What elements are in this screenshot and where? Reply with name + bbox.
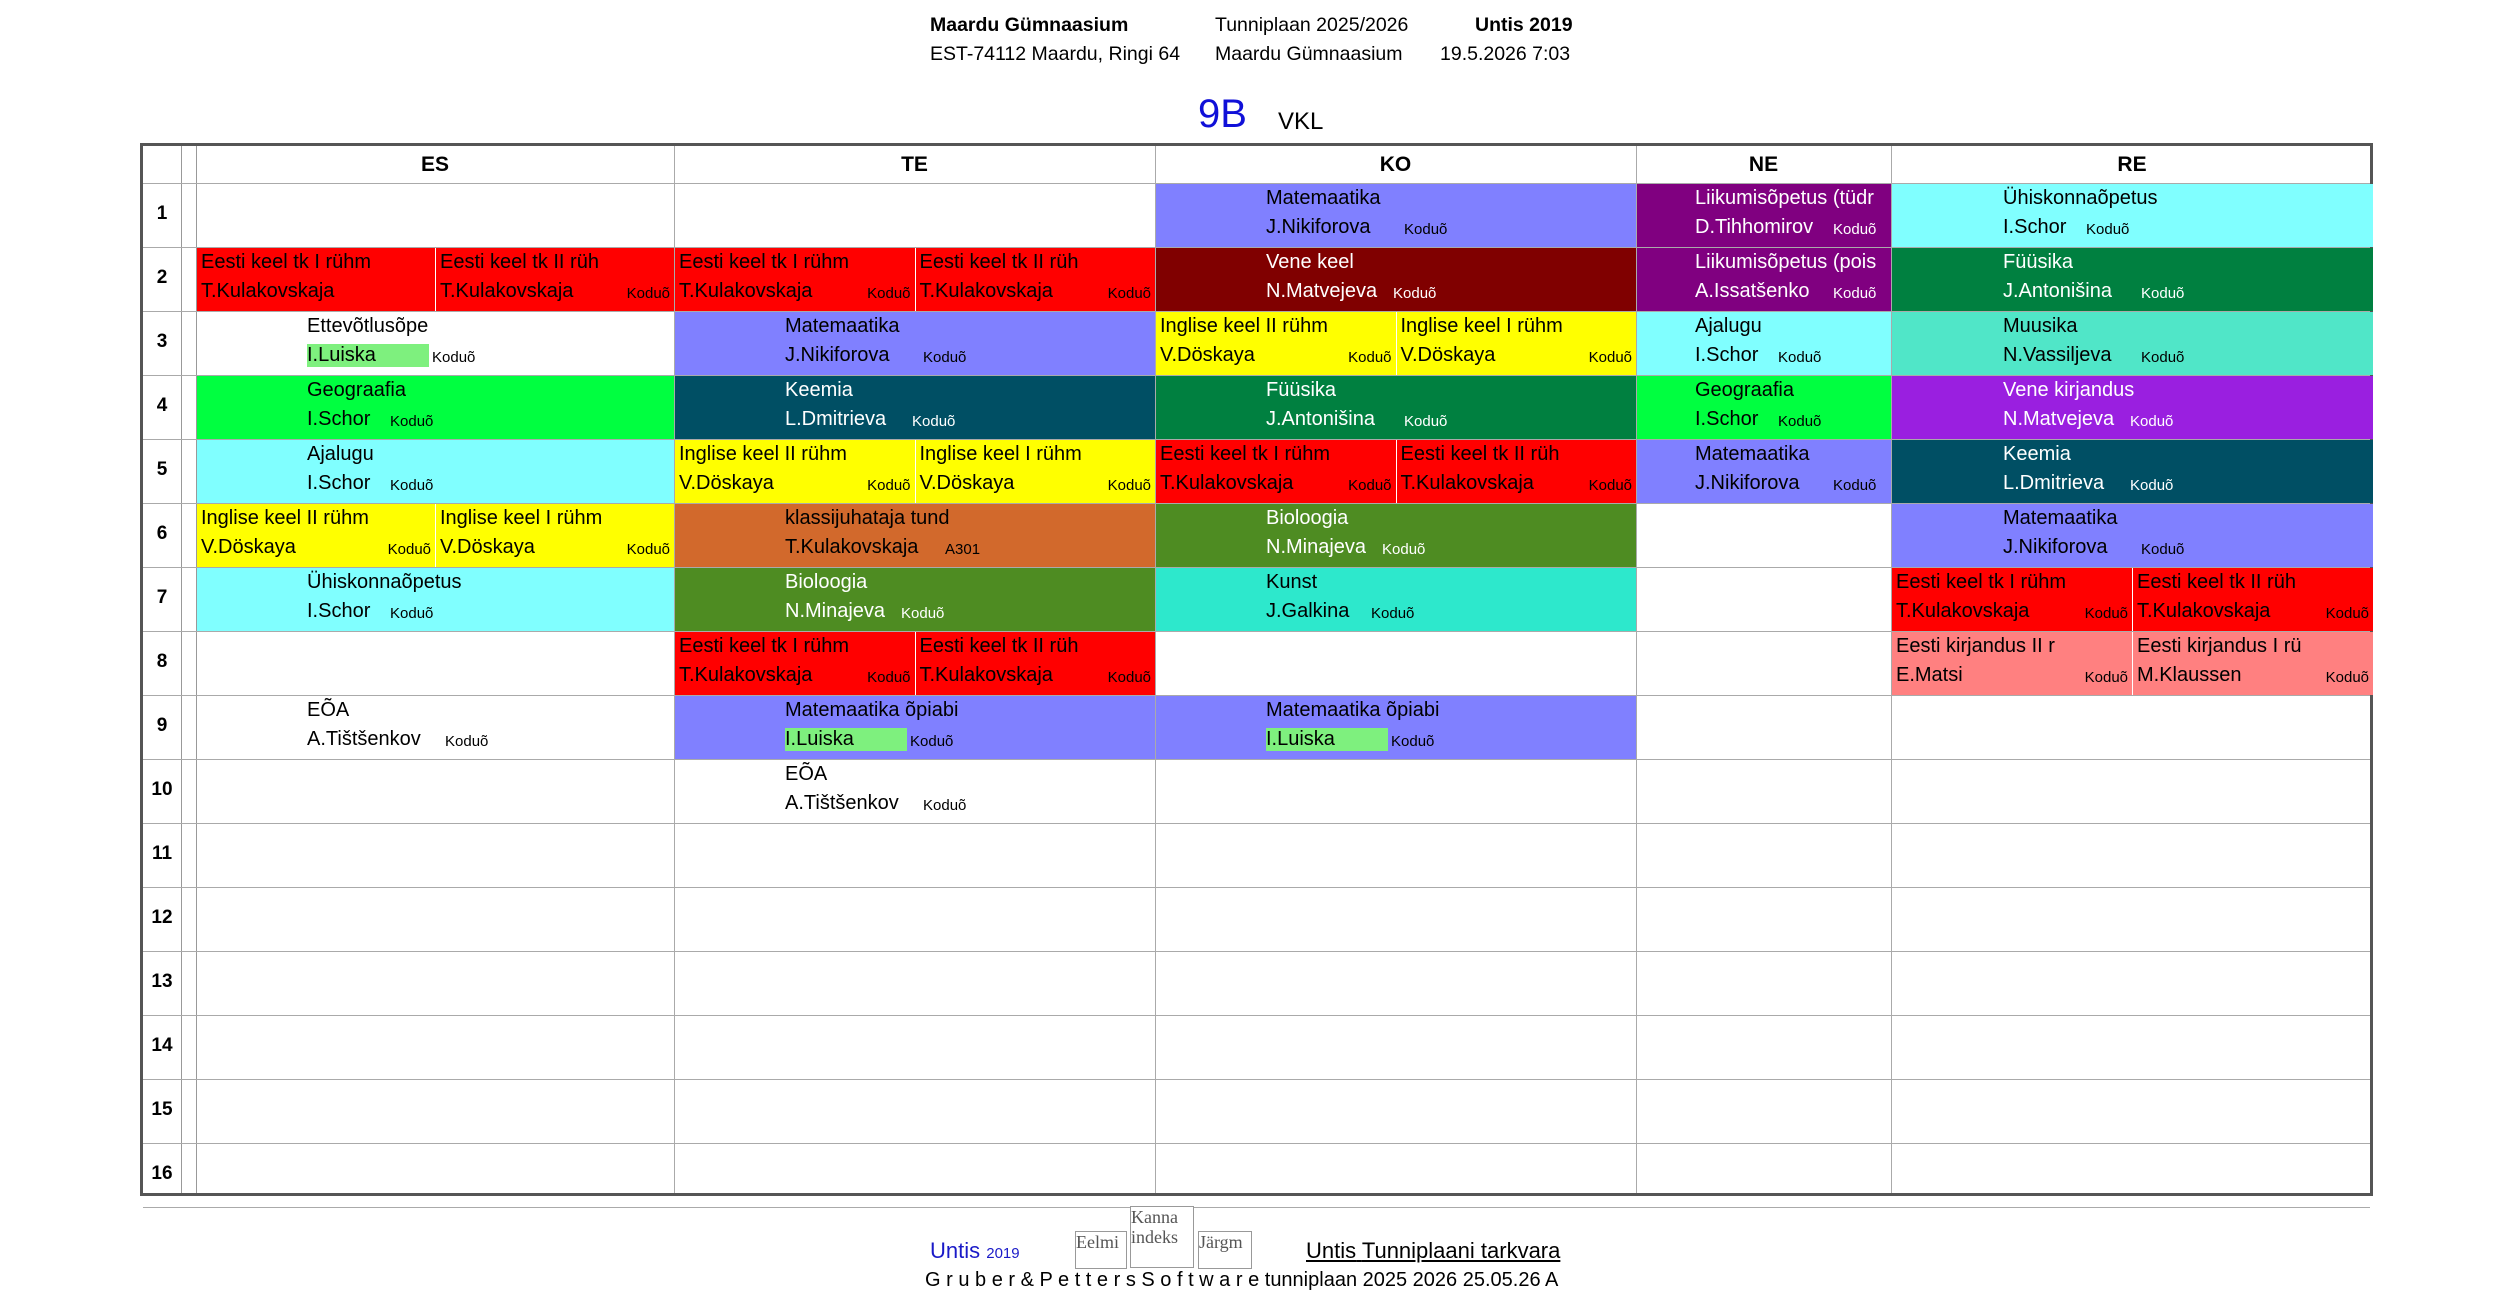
lesson-cell[interactable] [1892,504,2373,567]
lesson-cell[interactable] [1397,312,1637,375]
lesson-subject: Inglise keel I rühm [1400,315,1563,337]
period-number: 14 [151,1035,173,1056]
lesson-subject: Füüsika [2003,251,2074,273]
footer-credits: G r u b e r & P e t t e r s S o f t w a r e tunniplaan 2025 2026 25.05.26 A [925,1269,1559,1291]
lesson-subject: Inglise keel I rühm [440,507,603,529]
lesson-subject: Eesti keel tk II rüh [2137,571,2296,593]
lesson-room: Koduõ [390,477,434,494]
lesson-teacher: A.Tištšenkov [307,728,421,750]
period-number: 15 [151,1099,173,1120]
lesson-teacher: L.Dmitrieva [2003,472,2105,494]
lesson-cell[interactable] [675,696,1155,759]
lesson-subject: Liikumisõpetus (tüdr [1695,187,1874,209]
lesson-cell[interactable] [1156,184,1636,247]
lesson-cell[interactable] [1156,440,1396,503]
lesson-teacher: T.Kulakovskaja [679,664,813,686]
period-number: 9 [156,715,168,736]
lesson-cell[interactable] [2133,632,2373,695]
software-name: Untis 2019 [1475,14,1573,36]
lesson-subject: Eesti keel tk I rühm [1160,443,1331,465]
lesson-room: Koduõ [2141,285,2185,302]
lesson-cell[interactable] [1156,568,1636,631]
lesson-teacher: N.Matvejeva [1266,280,1378,302]
lesson-teacher: J.Nikiforova [785,344,890,366]
period-number: 4 [156,395,168,416]
lesson-subject: Bioloogia [785,571,868,593]
lesson-teacher: V.Döskaya [440,536,535,558]
lesson-subject: Eesti kirjandus I rü [2137,635,2302,657]
lesson-cell[interactable] [197,440,674,503]
lesson-subject: Matemaatika [785,315,900,337]
grid-hline [143,1079,2370,1080]
lesson-teacher: T.Kulakovskaja [1896,600,2030,622]
lesson-teacher: I.Schor [2003,216,2067,238]
lesson-subject: Eesti keel tk II rüh [440,251,599,273]
day-header-es: ES [420,153,449,176]
period-number: 11 [151,843,173,864]
lesson-subject: Geograafia [1695,379,1794,401]
lesson-cell[interactable] [1892,632,2132,695]
lesson-subject: Eesti keel tk I rühm [1896,571,2067,593]
lesson-teacher: T.Kulakovskaja [1160,472,1294,494]
lesson-subject: Bioloogia [1266,507,1349,529]
grid-hline [143,1207,2370,1208]
lesson-teacher: I.Schor [1695,344,1759,366]
period-number: 5 [156,459,168,480]
lesson-room: Koduõ [1393,285,1437,302]
lesson-cell[interactable] [1892,376,2373,439]
lesson-cell[interactable] [1637,184,1891,247]
lesson-subject: Matemaatika [2003,507,2118,529]
lesson-room: Koduõ [901,605,945,622]
lesson-subject: klassijuhataja tund [785,507,950,529]
lesson-room: Koduõ [2086,221,2130,238]
lesson-room: Koduõ [390,605,434,622]
lesson-subject: Geograafia [307,379,406,401]
lesson-cell[interactable] [1156,248,1636,311]
lesson-teacher: I.Luiska [1266,728,1388,751]
lesson-teacher: T.Kulakovskaja [201,280,335,302]
lesson-teacher: I.Schor [1695,408,1759,430]
lesson-subject: Inglise keel II rühm [201,507,369,529]
index-page-icon[interactable]: Kanna indeks [1130,1206,1194,1268]
lesson-cell[interactable] [2133,568,2373,631]
day-header-ko: KO [1379,153,1412,176]
lesson-room: Koduõ [1778,349,1822,366]
lesson-cell[interactable] [675,568,1155,631]
lesson-room: Koduõ [1107,669,1151,686]
lesson-cell[interactable] [197,696,674,759]
lesson-room: Koduõ [867,669,911,686]
previous-page-icon[interactable]: Eelmi [1075,1231,1127,1269]
grid-hline [143,1015,2370,1016]
lesson-cell[interactable] [1156,504,1636,567]
grid-hline [143,887,2370,888]
lesson-cell[interactable] [675,248,915,311]
lesson-teacher: I.Luiska [785,728,907,751]
period-number: 3 [156,331,168,352]
lesson-cell[interactable] [197,248,435,311]
lesson-teacher: J.Nikiforova [2003,536,2108,558]
period-number: 6 [156,523,168,544]
lesson-cell[interactable] [916,440,1156,503]
lesson-room: Koduõ [390,413,434,430]
lesson-subject: EÕA [785,763,828,785]
lesson-room: Koduõ [1348,477,1392,494]
class-teacher: VKL [1278,108,1324,135]
grid-hline [143,823,2370,824]
lesson-subject: Eesti keel tk II rüh [919,635,1079,657]
lesson-teacher: I.Schor [307,472,371,494]
lesson-subject: Keemia [2003,443,2071,465]
lesson-cell[interactable] [916,632,1156,695]
lesson-cell[interactable] [675,312,1155,375]
lesson-subject: Eesti keel tk II rüh [1400,443,1560,465]
period-number: 2 [156,267,168,288]
lesson-cell[interactable] [1156,312,1396,375]
school-name-2: Maardu Gümnaasium [1215,43,1403,65]
lesson-cell[interactable] [675,760,1155,823]
lesson-teacher: I.Luiska [307,344,429,367]
lesson-room: Koduõ [1833,221,1877,238]
lesson-cell[interactable] [197,568,674,631]
lesson-room: Koduõ [2084,605,2128,622]
lesson-room: Koduõ [2084,669,2128,686]
lesson-room: Koduõ [1833,285,1877,302]
lesson-cell[interactable] [675,440,915,503]
lesson-teacher: I.Schor [307,600,371,622]
timetable-grid [140,143,2373,1196]
lesson-cell[interactable] [1397,440,1637,503]
school-address: EST-74112 Maardu, Ringi 64 [930,43,1181,65]
lesson-cell[interactable] [1637,312,1891,375]
lesson-cell[interactable] [1892,248,2373,311]
lesson-subject: Inglise keel II rühm [1160,315,1328,337]
lesson-subject: Inglise keel II rühm [679,443,847,465]
lesson-cell[interactable] [675,632,915,695]
lesson-teacher: T.Kulakovskaja [440,280,574,302]
lesson-room: Koduõ [626,285,670,302]
lesson-cell[interactable] [1892,184,2373,247]
lesson-subject: EÕA [307,699,350,721]
lesson-subject: Matemaatika [1266,187,1381,209]
lesson-cell[interactable] [197,504,435,567]
lesson-teacher: T.Kulakovskaja [919,280,1053,302]
lesson-room: Koduõ [1382,541,1426,558]
lesson-subject: Muusika [2003,315,2078,337]
lesson-room: Koduõ [2141,541,2185,558]
lesson-teacher: T.Kulakovskaja [679,280,813,302]
lesson-teacher: J.Antonišina [1266,408,1375,430]
lesson-teacher: V.Döskaya [201,536,296,558]
lesson-teacher: J.Nikiforova [1695,472,1800,494]
lesson-cell[interactable] [1637,440,1891,503]
lesson-teacher: J.Nikiforova [1266,216,1371,238]
period-number: 7 [156,587,168,608]
lesson-room: Koduõ [1371,605,1415,622]
lesson-room: Koduõ [867,477,911,494]
lesson-subject: Vene kirjandus [2003,379,2135,401]
lesson-teacher: A.Tištšenkov [785,792,899,814]
lesson-cell[interactable] [436,248,674,311]
lesson-subject: Liikumisõpetus (pois [1695,251,1877,273]
lesson-teacher: I.Schor [307,408,371,430]
lesson-cell[interactable] [1637,248,1891,311]
lesson-subject: Ühiskonnaõpetus [307,571,462,593]
lesson-subject: Inglise keel I rühm [919,443,1082,465]
lesson-cell[interactable] [1156,376,1636,439]
lesson-room: Koduõ [1833,477,1877,494]
lesson-subject: Ajalugu [1695,315,1762,337]
lesson-subject: Füüsika [1266,379,1337,401]
lesson-room: Koduõ [923,797,967,814]
lesson-cell[interactable] [1637,376,1891,439]
lesson-teacher: D.Tihhomirov [1695,216,1814,238]
lesson-teacher: E.Matsi [1896,664,1963,686]
grid-hline [143,1143,2370,1144]
lesson-cell[interactable] [1892,440,2373,503]
period-number: 12 [151,907,173,928]
lesson-room: Koduõ [1404,221,1448,238]
lesson-teacher: V.Döskaya [1400,344,1496,366]
day-header-te: TE [901,153,928,176]
lesson-room: Koduõ [387,541,431,558]
untis-software-link[interactable]: Untis Tunniplaani tarkvara [1306,1238,1561,1263]
school-name: Maardu Gümnaasium [930,14,1129,36]
lesson-teacher: N.Minajeva [785,600,886,622]
lesson-cell[interactable] [1156,696,1636,759]
lesson-teacher: V.Döskaya [1160,344,1255,366]
lesson-subject: Keemia [785,379,853,401]
lesson-cell[interactable] [1892,312,2373,375]
lesson-teacher: T.Kulakovskaja [2137,600,2271,622]
lesson-subject: Eesti keel tk I rühm [679,251,850,273]
period-number: 16 [151,1163,173,1184]
period-number: 13 [151,971,173,992]
lesson-room: Koduõ [910,733,954,750]
lesson-teacher: N.Matvejeva [2003,408,2115,430]
lesson-subject: Ajalugu [307,443,374,465]
lesson-room: Koduõ [1107,477,1151,494]
lesson-subject: Ühiskonnaõpetus [2003,187,2158,209]
lesson-room: Koduõ [867,285,911,302]
grid-hline [143,759,2370,760]
lesson-room: Koduõ [2141,349,2185,366]
lesson-room: Koduõ [1391,733,1435,750]
lesson-subject: Vene keel [1266,251,1354,273]
lesson-teacher: L.Dmitrieva [785,408,887,430]
lesson-teacher: J.Antonišina [2003,280,2112,302]
grid-hline [143,951,2370,952]
lesson-room: Koduõ [626,541,670,558]
lesson-teacher: J.Galkina [1266,600,1350,622]
lesson-subject: Eesti keel tk I rühm [201,251,372,273]
lesson-room: Koduõ [1348,349,1392,366]
lesson-room: Koduõ [2130,477,2174,494]
lesson-room: Koduõ [2325,605,2369,622]
lesson-teacher: V.Döskaya [679,472,774,494]
lesson-subject: Matemaatika õpiabi [1266,699,1440,721]
lesson-cell[interactable] [197,312,674,375]
lesson-room: Koduõ [432,349,476,366]
lesson-cell[interactable] [197,376,674,439]
lesson-room: Koduõ [1778,413,1822,430]
period-number: 8 [156,651,168,672]
lesson-teacher: N.Minajeva [1266,536,1367,558]
lesson-subject: Eesti keel tk II rüh [919,251,1079,273]
generated-datetime: 19.5.2026 7:03 [1440,43,1571,65]
lesson-subject: Matemaatika [1695,443,1810,465]
lesson-teacher: T.Kulakovskaja [919,664,1053,686]
lesson-room: Koduõ [445,733,489,750]
lesson-cell[interactable] [675,504,1155,567]
lesson-cell[interactable] [1892,568,2132,631]
lesson-room: A301 [945,541,981,558]
plan-title: Tunniplaan 2025/2026 [1215,14,1409,36]
lesson-teacher: A.Issatšenko [1695,280,1810,302]
lesson-cell[interactable] [436,504,674,567]
period-number: 10 [151,779,173,800]
next-page-icon[interactable]: Järgm [1198,1231,1252,1269]
period-number: 1 [156,203,168,224]
footer-untis-logo: Untis 2019 [930,1238,1020,1263]
lesson-subject: Eesti keel tk I rühm [679,635,850,657]
lesson-teacher: N.Vassiljeva [2003,344,2112,366]
lesson-teacher: V.Döskaya [919,472,1015,494]
day-header-re: RE [2117,153,2147,176]
lesson-cell[interactable] [916,248,1156,311]
lesson-subject: Eesti kirjandus II r [1896,635,2055,657]
lesson-subject: Matemaatika õpiabi [785,699,959,721]
lesson-subject: Kunst [1266,571,1318,593]
lesson-teacher: T.Kulakovskaja [785,536,919,558]
lesson-room: Koduõ [923,349,967,366]
lesson-room: Koduõ [1107,285,1151,302]
lesson-room: Koduõ [2130,413,2174,430]
lesson-teacher: M.Klaussen [2137,664,2242,686]
lesson-room: Koduõ [2325,669,2369,686]
day-header-ne: NE [1748,153,1779,176]
lesson-room: Koduõ [1588,477,1632,494]
lesson-room: Koduõ [1588,349,1632,366]
grid-vline [181,146,182,1193]
lesson-room: Koduõ [912,413,956,430]
lesson-room: Koduõ [1404,413,1448,430]
class-title: 9B [1198,92,1247,136]
lesson-subject: Ettevõtlusõpe [307,315,429,337]
lesson-cell[interactable] [675,376,1155,439]
lesson-teacher: T.Kulakovskaja [1400,472,1534,494]
